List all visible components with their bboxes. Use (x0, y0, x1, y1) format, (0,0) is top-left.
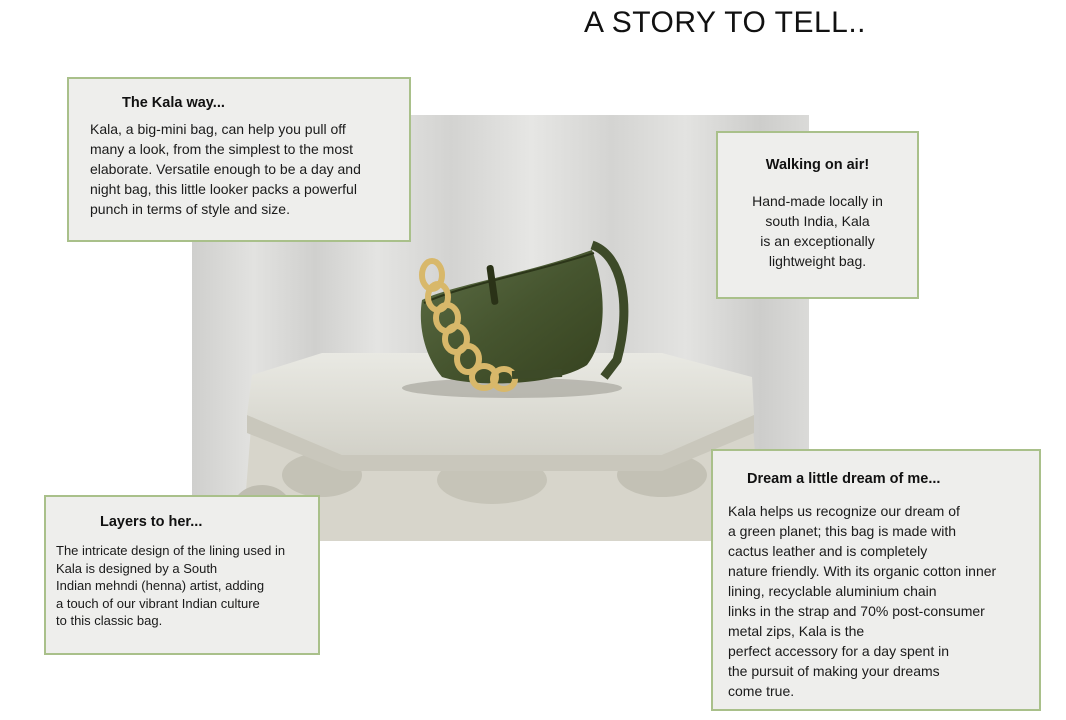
kala-way-heading: The Kala way... (122, 95, 225, 111)
walking-on-air-box (716, 131, 919, 299)
walking-on-air-heading: Walking on air! (765, 157, 870, 173)
dream-box (711, 449, 1041, 711)
walking-on-air-text: Hand-made locally in south India, Kala is an exceptionally lightweight bag. (752, 193, 883, 269)
kala-way-box (67, 77, 411, 242)
dream-text: Kala helps us recognize our dream of a green planet; this bag is made with cactus leather and is completely nature friendly. With its organic cotton inner lining, recyclable aluminium chain links in the strap and 70% post-consumer metal zips, Kala is the perfect accessory for a day spent in the pursuit of making your dreams come true. (728, 503, 997, 699)
layers-heading: Layers to her... (100, 514, 203, 530)
page-title: A STORY TO TELL.. (584, 6, 866, 39)
kala-way-text: Kala, a big-mini bag, can help you pull off many a look, from the simplest to the most elaborate. Versatile enough to be a day and night bag, this little looker packs a powerful punch in terms of style and size. (90, 121, 361, 217)
dream-heading: Dream a little dream of me... (747, 471, 941, 487)
layers-text: The intricate design of the lining used in Kala is designed by a South Indian mehndi (henna) artist, adding a touch of our vibrant Indian culture to this classic bag. (56, 543, 286, 628)
layers-box (44, 495, 320, 655)
